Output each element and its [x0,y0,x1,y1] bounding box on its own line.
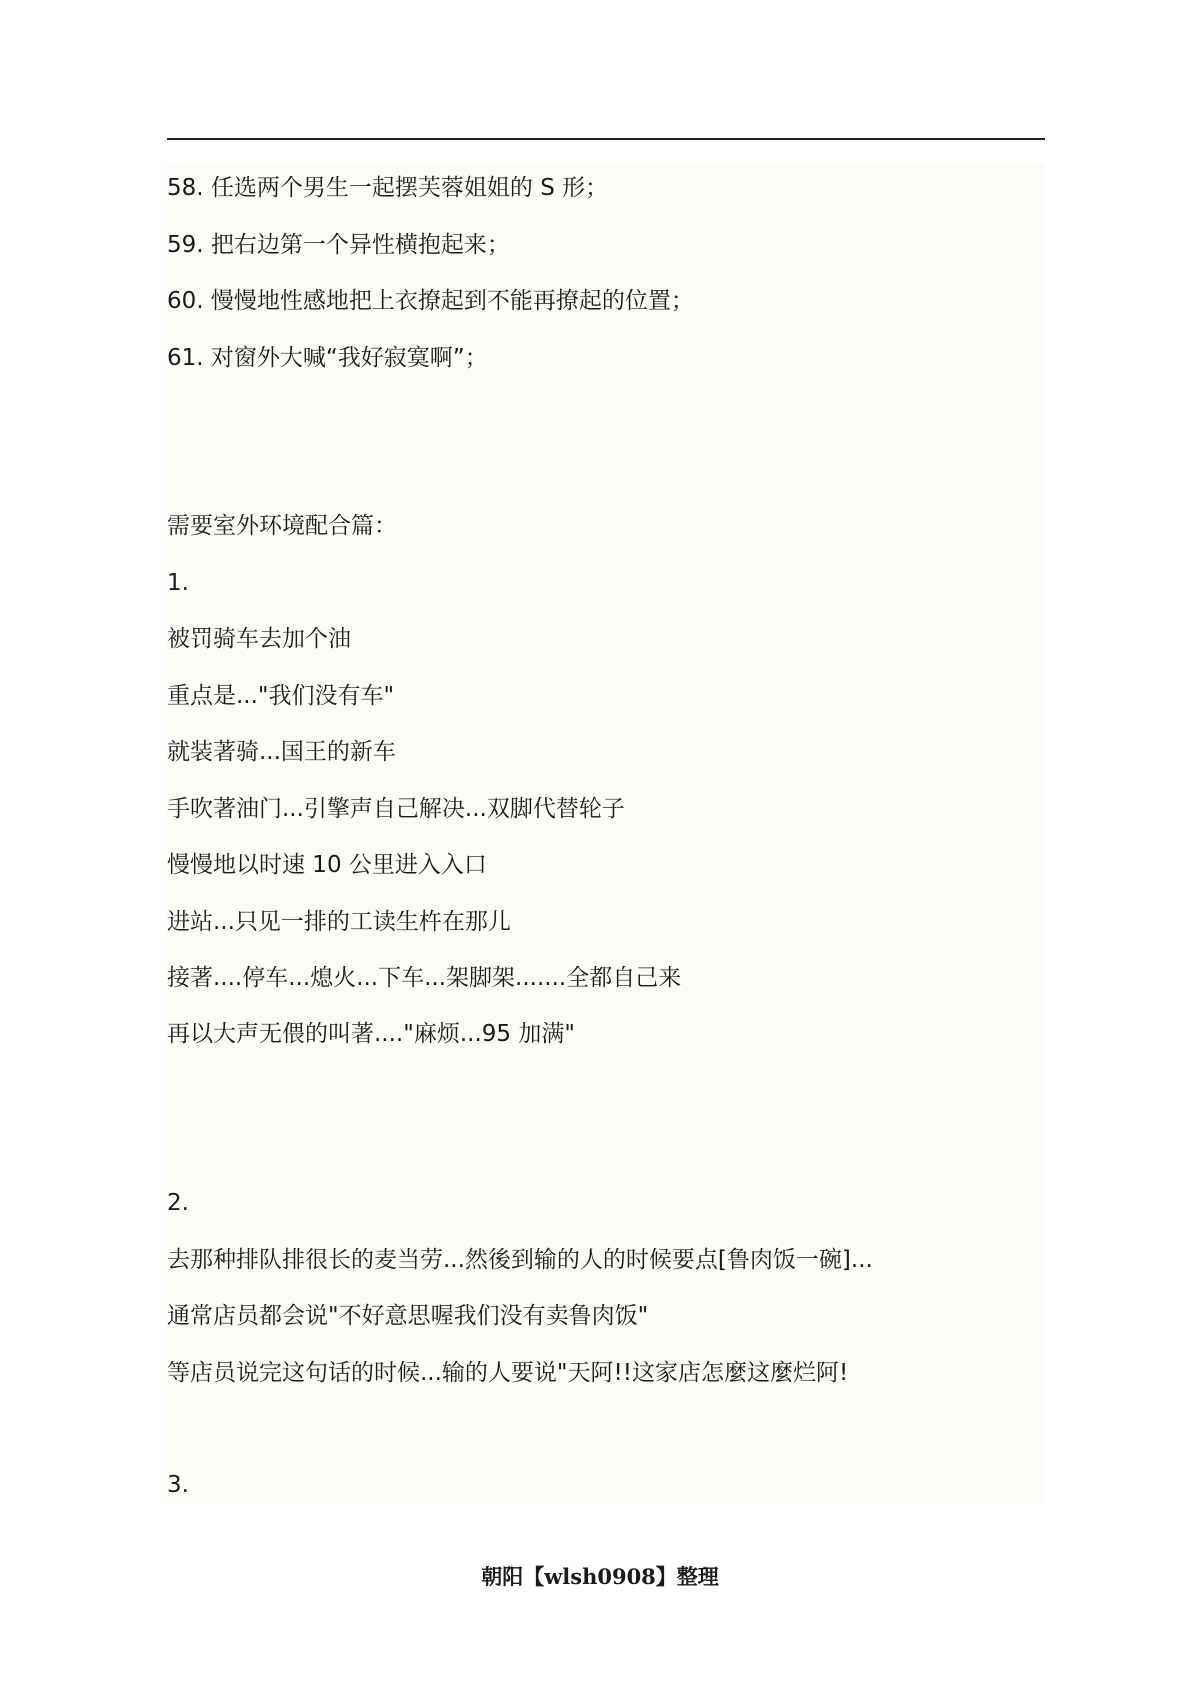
header-rule [167,138,1045,140]
paragraph-line: 再以大声无偎的叫著...."麻烦...95 加满" [167,1021,575,1047]
item-number-2: 2. [167,1190,189,1216]
paragraph-line: 就装著骑...国王的新车 [167,739,396,765]
item-61: 61. 对窗外大喊“我好寂寞啊”； [167,345,488,371]
paragraph-line: 通常店员都会说"不好意思喔我们没有卖鲁肉饭" [167,1303,649,1329]
section-heading: 需要室外环境配合篇： [167,513,397,539]
paragraph-line: 接著....停车...熄火...下车...架脚架.......全都自己来 [167,965,682,991]
paragraph-line: 慢慢地以时速 10 公里进入入口 [167,852,487,878]
paragraph-line: 等店员说完这句话的时候...输的人要说"天阿!!这家店怎麼这麼烂阿! [167,1360,849,1386]
paragraph-line: 重点是..."我们没有车" [167,683,395,709]
paragraph-line: 手吹著油门...引擎声自己解决...双脚代替轮子 [167,796,625,822]
item-number-1: 1. [167,570,189,596]
paragraph-line: 被罚骑车去加个油 [167,626,351,652]
item-number-3: 3. [167,1472,189,1498]
item-58: 58. 任选两个男生一起摆芙蓉姐姐的 S 形； [167,175,609,201]
paragraph-line: 进站...只见一排的工读生杵在那儿 [167,909,511,935]
item-59: 59. 把右边第一个异性横抱起来； [167,232,510,258]
paragraph-line: 去那种排队排很长的麦当劳...然後到输的人的时候要点[鲁肉饭一碗]... [167,1247,873,1273]
item-60: 60. 慢慢地性感地把上衣撩起到不能再撩起的位置； [167,288,694,314]
page-footer: 朝阳【wlsh0908】整理 [481,1564,719,1589]
